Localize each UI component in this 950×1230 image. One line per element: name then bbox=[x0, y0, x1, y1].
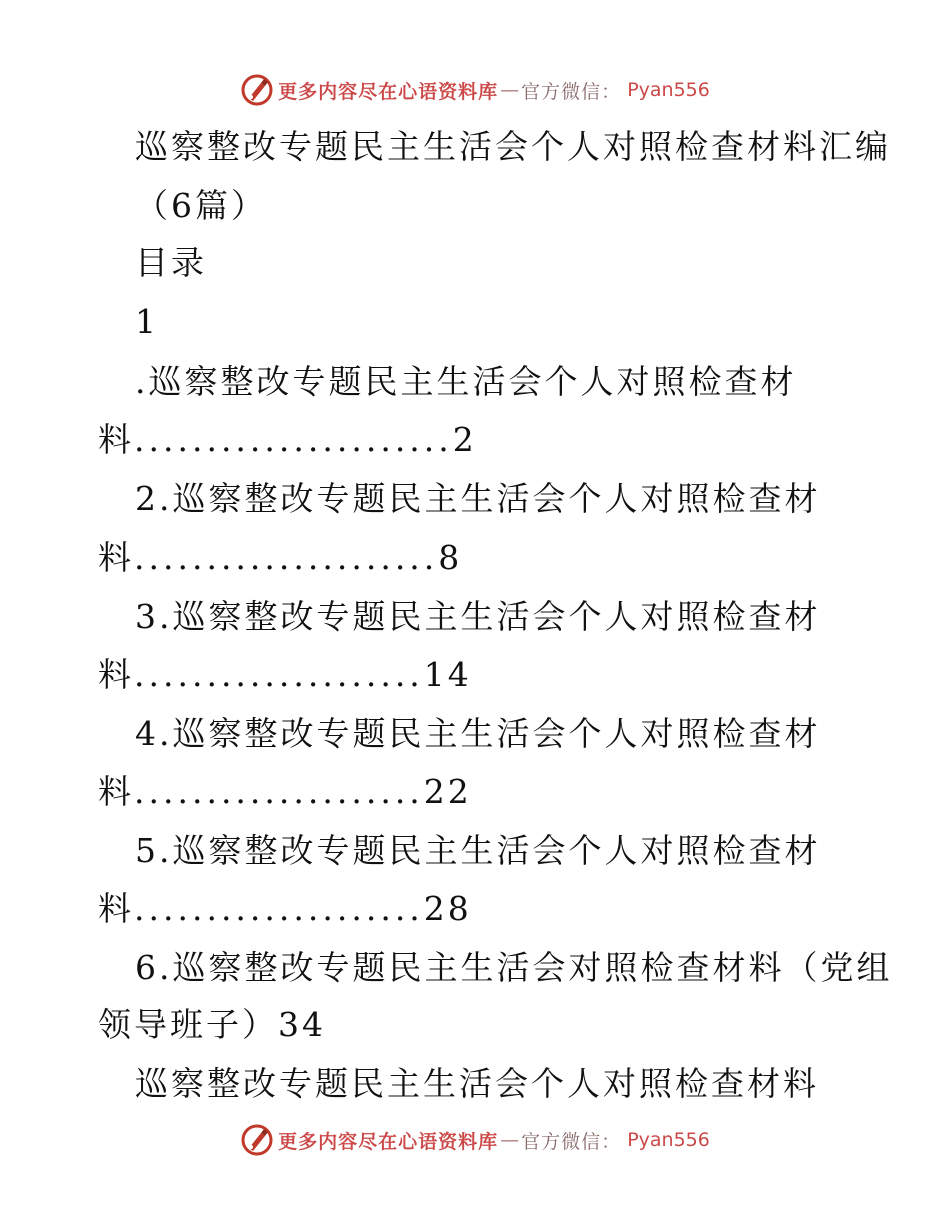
watermark-site-text: 更多内容尽在心语资料库 bbox=[278, 80, 499, 103]
toc-page-number: 2 bbox=[452, 420, 477, 459]
watermark-official-label: 官方微信： bbox=[521, 80, 622, 103]
toc-number-one: 1 bbox=[135, 302, 159, 341]
toc-entry-tail-text: 料 bbox=[98, 420, 134, 459]
toc-entry-1: .巡察整改专题民主生活会个人对照检查材 bbox=[135, 362, 797, 401]
watermark-wechat-id: Pyan556 bbox=[627, 79, 710, 101]
footer-watermark bbox=[0, 1120, 950, 1160]
toc-leader-dots: .................... bbox=[134, 889, 424, 928]
pen-logo-icon bbox=[240, 1123, 274, 1157]
toc-entry-5: 5.巡察整改专题民主生活会个人对照检查材 bbox=[135, 831, 821, 870]
toc-entry-3: 3.巡察整改专题民主生活会个人对照检查材 bbox=[135, 597, 821, 636]
toc-entry-tail-text: 料 bbox=[98, 889, 134, 928]
document-title-count: （6篇） bbox=[135, 186, 267, 225]
toc-leader-dots: .................... bbox=[134, 655, 424, 694]
toc-leader-dots: ...................... bbox=[134, 420, 453, 459]
watermark-site-text: 更多内容尽在心语资料库 bbox=[278, 1130, 499, 1153]
toc-entry-4-tail bbox=[98, 772, 472, 812]
toc-heading: 目录 bbox=[135, 243, 207, 282]
section-heading: 巡察整改专题民主生活会个人对照检查材料 bbox=[135, 1064, 819, 1103]
watermark-wechat-id: Pyan556 bbox=[627, 1129, 710, 1151]
toc-entry-3-tail bbox=[98, 655, 472, 695]
header-watermark bbox=[0, 70, 950, 110]
watermark-dash: — bbox=[500, 1129, 520, 1151]
toc-page-number: 28 bbox=[423, 889, 472, 928]
toc-page-number: 8 bbox=[438, 538, 463, 577]
toc-entry-1-tail bbox=[98, 420, 477, 460]
document-title: 巡察整改专题民主生活会个人对照检查材料汇编 bbox=[135, 127, 891, 166]
toc-leader-dots: .................... bbox=[134, 772, 424, 811]
toc-page-number: 22 bbox=[423, 772, 472, 811]
toc-entry-2-tail bbox=[98, 538, 462, 578]
toc-page-number: 14 bbox=[423, 655, 472, 694]
toc-entry-5-tail bbox=[98, 889, 472, 929]
toc-entry-2: 2.巡察整改专题民主生活会个人对照检查材 bbox=[135, 479, 821, 518]
toc-entry-6-tail: 领导班子）34 bbox=[98, 1005, 326, 1044]
toc-entry-tail-text: 料 bbox=[98, 538, 134, 577]
toc-leader-dots: ..................... bbox=[134, 538, 439, 577]
watermark-official-label: 官方微信： bbox=[521, 1130, 622, 1153]
pen-logo-icon bbox=[240, 73, 274, 107]
watermark-dash: — bbox=[500, 79, 520, 101]
toc-entry-tail-text: 料 bbox=[98, 772, 134, 811]
toc-entry-4: 4.巡察整改专题民主生活会个人对照检查材 bbox=[135, 714, 821, 753]
toc-entry-tail-text: 料 bbox=[98, 655, 134, 694]
toc-entry-6: 6.巡察整改专题民主生活会对照检查材料（党组 bbox=[135, 948, 893, 987]
